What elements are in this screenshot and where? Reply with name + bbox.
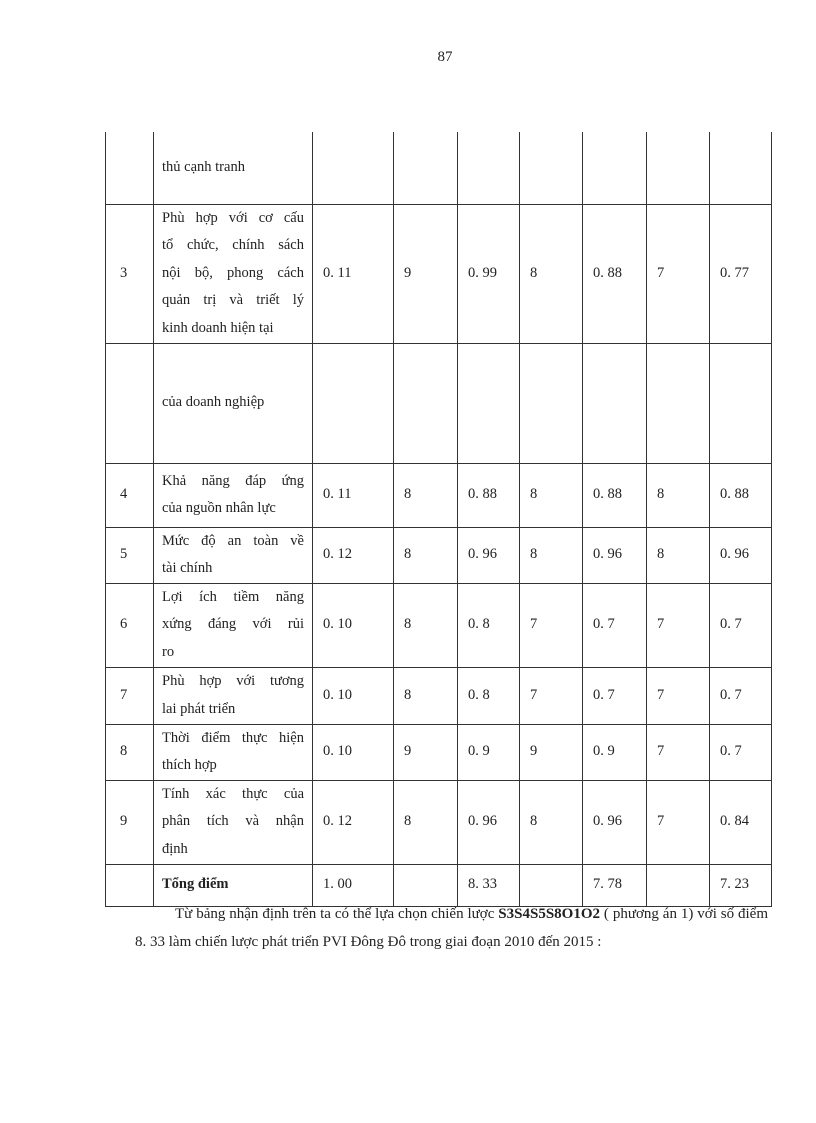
cell-w1 xyxy=(458,343,520,463)
cell-s1: 8 xyxy=(394,667,458,724)
criterion-cell xyxy=(154,132,313,204)
criterion-line: lai phát triển xyxy=(162,700,236,717)
criterion-cell xyxy=(154,724,313,780)
page-number: 87 xyxy=(437,49,453,65)
row-number: 9 xyxy=(106,780,154,864)
total-w1: 8. 33 xyxy=(458,864,520,906)
total-label: Tổng điểm xyxy=(154,864,313,906)
table-row xyxy=(106,667,772,724)
cell-s1: 8 xyxy=(394,583,458,667)
table-row xyxy=(106,204,772,343)
conclusion-text-pre: Từ bảng nhận định trên ta có thể lựa chọn chiến lược xyxy=(175,906,499,922)
criterion-line: Lợi ích tiềm năng xyxy=(162,588,304,605)
criterion-cell xyxy=(154,583,313,667)
cell-w1: 0. 8 xyxy=(458,583,520,667)
criterion-line: Thời điểm thực hiện xyxy=(162,729,304,746)
criterion-line: tài chính xyxy=(162,560,213,576)
cell-w3: 0. 7 xyxy=(710,667,772,724)
row-number: 4 xyxy=(106,463,154,527)
cell-w2: 0. 7 xyxy=(583,667,647,724)
criterion-line: Phù hợp với tương xyxy=(162,673,304,689)
cell-s3 xyxy=(647,132,710,204)
table-row xyxy=(106,724,772,780)
cell-s2: 9 xyxy=(520,724,583,780)
cell-w3: 0. 7 xyxy=(710,724,772,780)
cell-s2: 8 xyxy=(520,463,583,527)
criterion-cell xyxy=(154,780,313,864)
row-number: 5 xyxy=(106,527,154,583)
cell-w3: 0. 84 xyxy=(710,780,772,864)
cell-s2 xyxy=(520,343,583,463)
cell-w3: 0. 88 xyxy=(710,463,772,527)
cell-weight: 0. 12 xyxy=(313,780,394,864)
row-number xyxy=(106,343,154,463)
strategy-code: S3S4S5S8O1O2 xyxy=(498,906,601,922)
cell-weight: 0. 11 xyxy=(313,463,394,527)
cell-w1: 0. 9 xyxy=(458,724,520,780)
cell-weight xyxy=(313,132,394,204)
cell-w1: 0. 96 xyxy=(458,780,520,864)
total-weight: 1. 00 xyxy=(313,864,394,906)
cell-s1: 9 xyxy=(394,204,458,343)
cell-s3: 7 xyxy=(647,583,710,667)
criterion-cell xyxy=(154,343,313,463)
cell-w3: 0. 7 xyxy=(710,583,772,667)
criterion-line: thủ cạnh tranh xyxy=(162,159,245,175)
criterion-cell xyxy=(154,204,313,343)
total-w3: 7. 23 xyxy=(710,864,772,906)
cell-w2: 0. 96 xyxy=(583,780,647,864)
cell-w1: 0. 96 xyxy=(458,527,520,583)
table-row xyxy=(106,780,772,864)
criterion-line: Tính xác thực của xyxy=(162,785,304,802)
criterion-line: Khả năng đáp ứng xyxy=(162,472,304,489)
row-number: 7 xyxy=(106,667,154,724)
table-row xyxy=(106,527,772,583)
row-number: 8 xyxy=(106,724,154,780)
cell-s3: 8 xyxy=(647,463,710,527)
criterion-line: của nguồn nhân lực xyxy=(162,500,276,516)
row-number xyxy=(106,132,154,204)
cell-w2 xyxy=(583,132,647,204)
cell-s2: 8 xyxy=(520,527,583,583)
criterion-line: phân tích và nhận xyxy=(162,813,304,830)
cell-w3 xyxy=(710,132,772,204)
cell-s2: 8 xyxy=(520,204,583,343)
criterion-line: kinh doanh hiện tại xyxy=(162,319,274,336)
cell-s1: 8 xyxy=(394,527,458,583)
criterion-cell xyxy=(154,667,313,724)
criterion-line: ro xyxy=(162,643,175,660)
cell-s1: 9 xyxy=(394,724,458,780)
cell-s1 xyxy=(394,343,458,463)
row-number: 6 xyxy=(106,583,154,667)
cell-s3: 7 xyxy=(647,667,710,724)
total-w2: 7. 78 xyxy=(583,864,647,906)
cell-w2: 0. 7 xyxy=(583,583,647,667)
cell-s3: 7 xyxy=(647,724,710,780)
criterion-line: quản trị và triết lý xyxy=(162,292,304,309)
row-number: 3 xyxy=(106,204,154,343)
criterion-cell xyxy=(154,527,313,583)
cell-s1 xyxy=(394,132,458,204)
criterion-line: nội bộ, phong cách xyxy=(162,264,304,281)
cell-weight: 0. 11 xyxy=(313,204,394,343)
cell-s1: 8 xyxy=(394,780,458,864)
cell-w3: 0. 96 xyxy=(710,527,772,583)
cell-w1: 0. 8 xyxy=(458,667,520,724)
cell-s1: 8 xyxy=(394,463,458,527)
cell-weight: 0. 10 xyxy=(313,583,394,667)
cell-w2: 0. 96 xyxy=(583,527,647,583)
cell-s3: 7 xyxy=(647,780,710,864)
cell-weight: 0. 10 xyxy=(313,724,394,780)
cell-w2: 0. 9 xyxy=(583,724,647,780)
cell-weight: 0. 12 xyxy=(313,527,394,583)
cell-weight: 0. 10 xyxy=(313,667,394,724)
cell-w1 xyxy=(458,132,520,204)
cell-s3: 8 xyxy=(647,527,710,583)
table-row xyxy=(106,583,772,667)
criterion-line: tổ chức, chính sách xyxy=(162,237,304,254)
cell-w3 xyxy=(710,343,772,463)
cell-w1: 0. 99 xyxy=(458,204,520,343)
cell-s2: 8 xyxy=(520,780,583,864)
cell-w1: 0. 88 xyxy=(458,463,520,527)
criterion-cell xyxy=(154,463,313,527)
cell-s2: 7 xyxy=(520,667,583,724)
cell-s3: 7 xyxy=(647,204,710,343)
cell-s3 xyxy=(647,343,710,463)
cell-s2 xyxy=(520,132,583,204)
conclusion-text-post: ( phương án 1) với số điểm 8. 33 làm chiến lược phát triển PVI Đông Đô trong giai đoạn 2010 đến 2015 : xyxy=(135,906,769,950)
cell-weight xyxy=(313,343,394,463)
table-row xyxy=(106,463,772,527)
conclusion-paragraph xyxy=(135,900,768,956)
criterion-line: của doanh nghiệp xyxy=(162,394,265,411)
criterion-line: xứng đáng với rủi xyxy=(162,616,304,633)
criterion-line: Mức độ an toàn về xyxy=(162,532,304,549)
cell-w2 xyxy=(583,343,647,463)
cell-s2: 7 xyxy=(520,583,583,667)
cell-w2: 0. 88 xyxy=(583,204,647,343)
criterion-line: định xyxy=(162,840,188,857)
criterion-line: thích hợp xyxy=(162,757,217,773)
cell-w2: 0. 88 xyxy=(583,463,647,527)
strategy-scoring-table xyxy=(105,132,772,907)
table-row xyxy=(106,132,772,204)
cell-w3: 0. 77 xyxy=(710,204,772,343)
table-row xyxy=(106,343,772,463)
criterion-line: Phù hợp với cơ cấu xyxy=(162,209,304,226)
